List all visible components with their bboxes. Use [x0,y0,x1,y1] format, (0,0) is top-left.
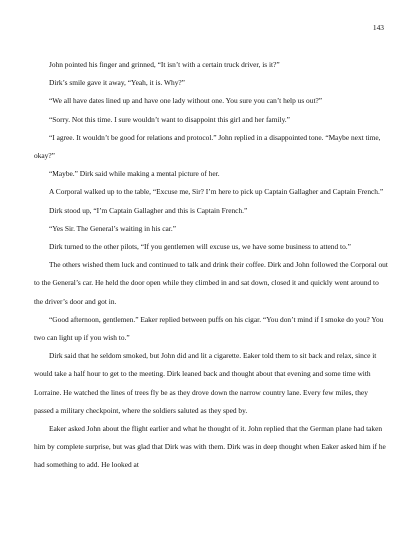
body-text [34,56,388,475]
paragraph: “Sorry. Not this time. I sure wouldn’t want to disappoint this girl and her family.” [49,114,290,124]
paragraph: “I agree. It wouldn’t be good for relations and protocol.” John replied in a disappointed tone. “Maybe next time, okay?” [34,132,381,161]
paragraph: “Yes Sir. The General’s waiting in his car.” [49,223,176,233]
paragraph: Eaker asked John about the flight earlier and what he thought of it. John replied that the German plane had taken him by complete surprise, but was glad that Dirk was with them. Dirk was in deep thought when Eaker asked him if he had something to add. He looked at [34,424,386,470]
paragraph: “Maybe.” Dirk said while making a mental picture of her. [49,169,220,179]
paragraph: “We all have dates lined up and have one lady without one. You sure you can’t help us out?” [49,96,323,106]
paragraph: John pointed his finger and grinned, “It isn’t with a certain truck driver, is it?” [49,60,280,69]
paragraph: The others wished them luck and continued to talk and drink their coffee. Dirk and John followed the Corporal out to the General’s car. He held the door open while they climbed in and sat down, closed it and quickly went around to the driver’s door and got in. [34,260,388,306]
paragraph: Dirk turned to the other pilots, “If you gentlemen will excuse us, we have some business to attend to.” [49,242,351,252]
page-number: 143 [372,23,384,32]
paragraph: Dirk’s smile gave it away, “Yeah, it is. Why?” [49,78,185,88]
paragraph: “Good afternoon, gentlemen.” Eaker replied between puffs on his cigar. “You don’t mind if I smoke do you? You two can light up if you wish to.” [34,314,384,343]
paragraph: Dirk stood up, “I’m Captain Gallagher and this is Captain French.” [49,205,248,215]
paragraph: A Corporal walked up to the table, “Excuse me, Sir? I’m here to pick up Captain Gallagher and Captain French.” [49,187,384,197]
paragraph: Dirk said that he seldom smoked, but John did and lit a cigarette. Eaker told them to sit back and relax, since it would take a half hour to get to the meeting. Dirk leaned back and thought about that evening and some time with Lorraine. He watched the lines of trees fly be as they drove down the narrow country lane. Every few miles, they passed a military checkpoint, where the soldiers saluted as they sped by. [34,351,377,415]
